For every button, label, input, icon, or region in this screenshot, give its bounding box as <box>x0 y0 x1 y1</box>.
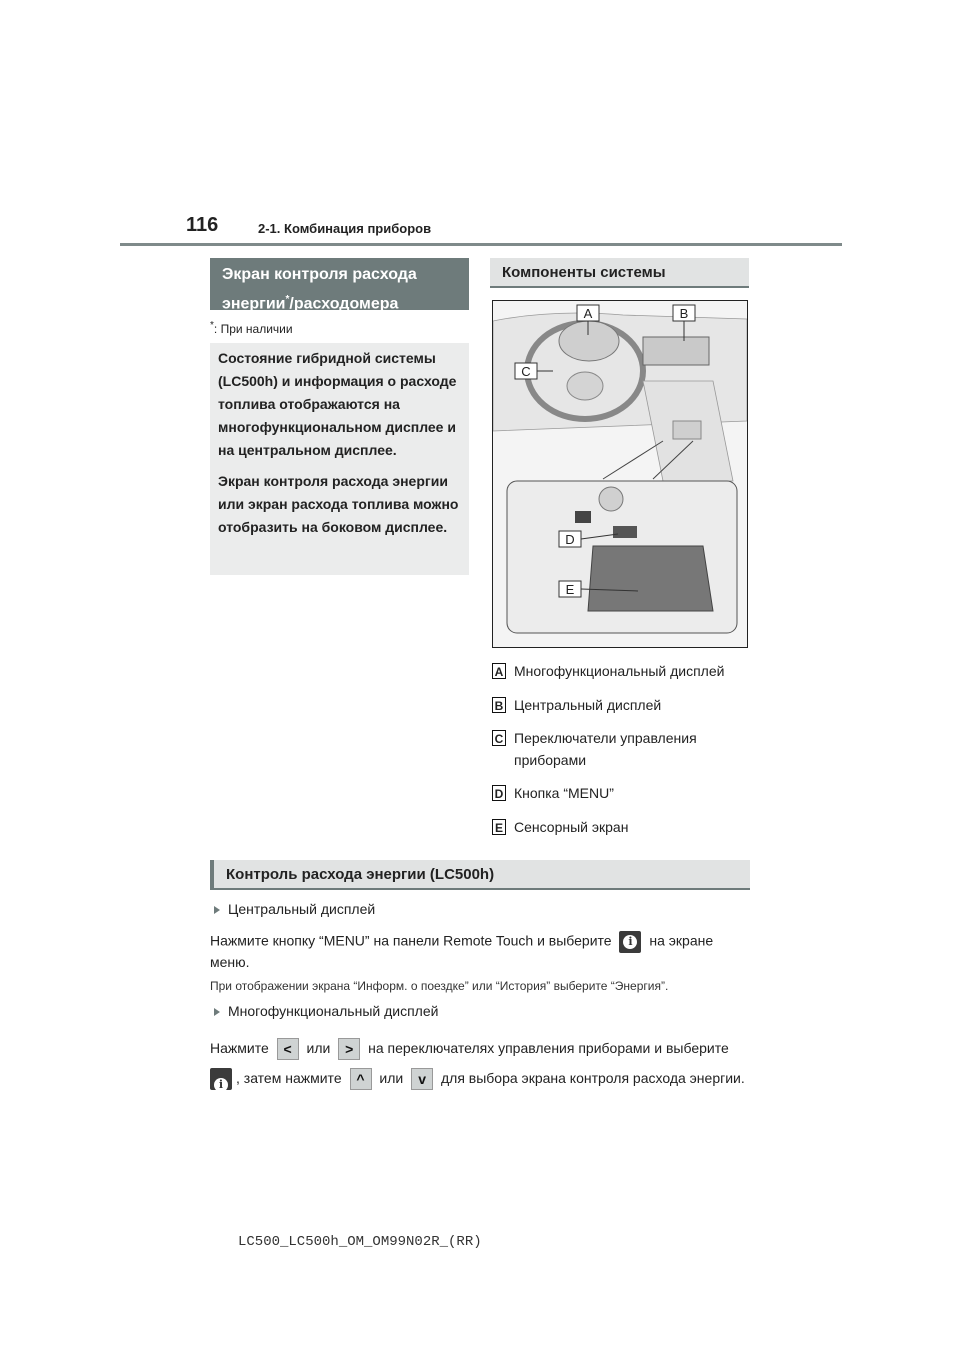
bottom-section-heading: Контроль расхода энергии (LC500h) <box>210 860 750 890</box>
paragraph-central-display <box>210 931 750 972</box>
legend-item-b <box>492 697 661 716</box>
legend-text-e: Сенсорный экран <box>514 819 629 835</box>
legend-text-b: Центральный дисплей <box>514 697 662 713</box>
para2-text-2: на переключателях управления приборами и выберите <box>368 1040 729 1056</box>
dashboard-drawing <box>493 301 747 647</box>
figure-label-d: D <box>565 532 575 547</box>
para2-or-1: или <box>306 1040 331 1056</box>
legend-item-e <box>492 819 628 838</box>
legend-badge-a: A <box>492 663 506 679</box>
up-arrow-key-icon: ^ <box>350 1068 372 1090</box>
para2-text-3: , затем нажмите <box>236 1070 342 1086</box>
left-heading-line2a: энергии <box>222 295 286 313</box>
figure-label-c: C <box>521 364 531 379</box>
page-number: 116 <box>186 214 219 236</box>
legend-badge-c: C <box>492 730 506 746</box>
para2-or-2: или <box>379 1070 404 1086</box>
small-note: При отображении экрана “Информ. о поездке” или “История” выберите “Энергия”. <box>210 979 669 993</box>
info-icon: i <box>619 931 641 953</box>
header-rule <box>120 243 842 246</box>
right-section-heading: Компоненты системы <box>490 258 749 288</box>
bullet-arrow-icon <box>214 906 220 914</box>
left-heading-asterisk: * <box>285 294 290 305</box>
legend-item-d <box>492 785 614 804</box>
para1-text-b: на экране меню. <box>210 932 714 970</box>
figure-label-a: A <box>583 306 593 321</box>
left-section-heading <box>210 258 469 313</box>
left-arrow-key-icon: < <box>277 1038 299 1060</box>
para2-text-1: Нажмите <box>210 1040 269 1056</box>
paragraph-multi-display <box>210 1033 750 1093</box>
left-info-box <box>210 343 469 575</box>
right-arrow-key-icon: > <box>338 1038 360 1060</box>
legend-badge-b: B <box>492 697 506 713</box>
legend-text-a: Многофункциональный дисплей <box>514 663 725 679</box>
bullet-arrow-icon <box>214 1008 220 1016</box>
bullet-multi-display <box>214 1003 438 1019</box>
footnote-text: : При наличии <box>213 322 293 336</box>
dashboard-illustration <box>492 300 748 648</box>
left-heading-line2b: /расходомера <box>289 295 399 313</box>
bullet-central-display-text: Центральный дисплей <box>228 901 376 917</box>
document-code: LC500_LC500h_OM_OM99N02R_(RR) <box>238 1234 482 1250</box>
legend-badge-d: D <box>492 785 506 801</box>
footnote <box>210 320 293 336</box>
legend-item-c <box>492 730 724 771</box>
footnote-mark: * <box>210 320 214 331</box>
figure-label-e: E <box>565 582 575 597</box>
left-heading-line1: Экран контроля расхода <box>222 266 417 283</box>
legend-text-c: Переключатели управления приборами <box>514 730 697 768</box>
para1-text-a: Нажмите кнопку “MENU” на панели Remote Touch и выберите <box>210 932 612 949</box>
left-box-paragraph-2: Экран контроля расхода энергии или экран расхода топлива можно отобразить на боковом дисплее. <box>218 473 459 535</box>
down-arrow-key-icon: v <box>411 1068 433 1090</box>
chapter-title: 2-1. Комбинация приборов <box>258 221 432 236</box>
figure-label-b: B <box>679 306 689 321</box>
left-box-paragraph-1: Состояние гибридной системы (LC500h) и информация о расходе топлива отображаются на многофункциональном дисплее и на центральном дисплее. <box>218 350 457 458</box>
bullet-multi-display-text: Многофункциональный дисплей <box>228 1003 439 1019</box>
bullet-central-display <box>214 901 375 917</box>
legend-badge-e: E <box>492 819 506 835</box>
info-icon: i <box>210 1068 232 1090</box>
legend-item-a <box>492 663 724 682</box>
legend-text-d: Кнопка “MENU” <box>514 785 614 801</box>
para2-text-4: для выбора экрана контроля расхода энергии. <box>440 1070 745 1086</box>
